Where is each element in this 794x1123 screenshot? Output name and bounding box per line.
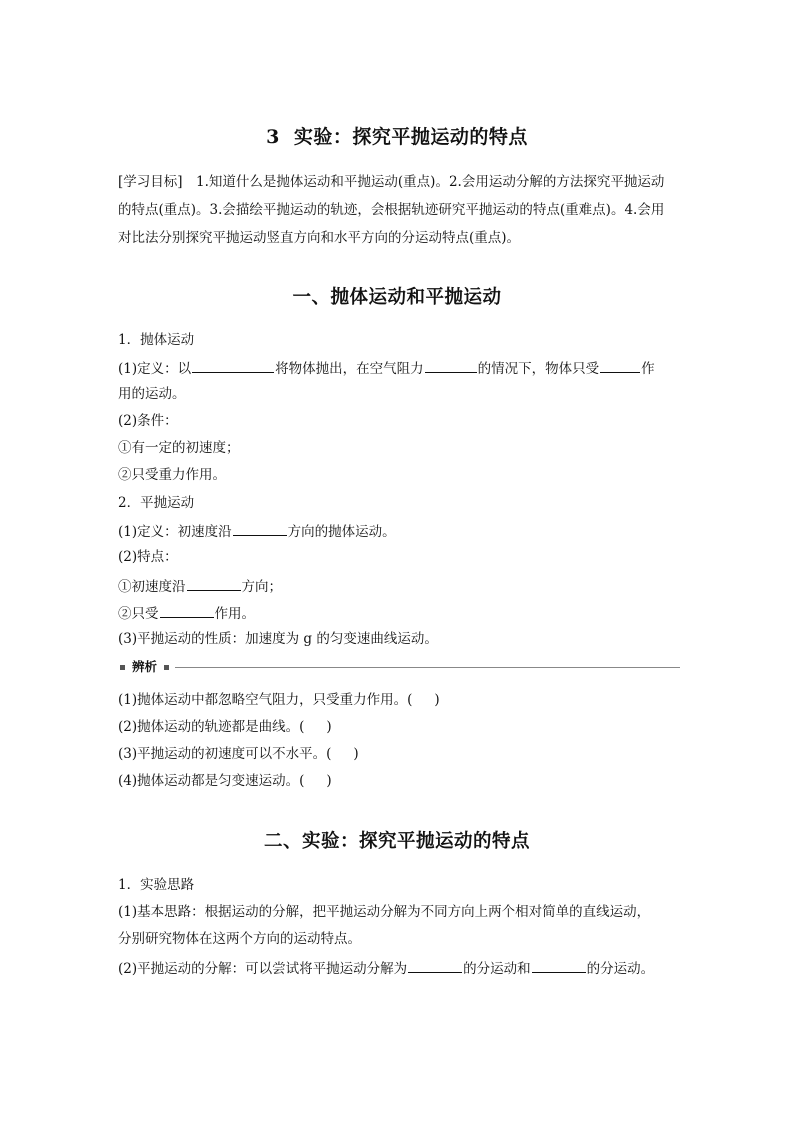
bianxi-divider — [118, 658, 680, 678]
text: (1)定义：以 — [118, 361, 192, 377]
text: 将物体抛出，在空气阻力 — [275, 361, 424, 377]
fill-blank[interactable] — [408, 958, 462, 973]
feature-2 — [118, 603, 678, 623]
fill-blank[interactable] — [187, 576, 241, 591]
text: 作用。 — [214, 606, 255, 622]
judge-item-4 — [118, 772, 678, 790]
definition-1 — [118, 358, 678, 378]
square-bullet-icon — [120, 665, 125, 670]
text: 方向的抛体运动。 — [287, 524, 396, 540]
text: 的情况下，物体只受 — [477, 361, 600, 377]
basic-idea-line-1: (1)基本思路：根据运动的分解，把平抛运动分解为不同方向上两个相对简单的直线运动， — [118, 904, 651, 920]
basic-idea-line-2: 分别研究物体在这两个方向的运动特点。 — [118, 931, 361, 947]
item-2-title: 2．平抛运动 — [118, 495, 195, 511]
experiment-item-1-title: 1．实验思路 — [118, 877, 195, 893]
objectives-line-3: 对比法分别探究平抛运动竖直方向和水平方向的分运动特点(重点)。 — [118, 230, 521, 246]
feature-1 — [118, 576, 678, 596]
judge-item-1 — [118, 691, 678, 709]
divider-line — [175, 667, 680, 668]
judge-item-3 — [118, 745, 678, 763]
text: ) — [434, 692, 440, 708]
definition-1-cont: 用的运动。 — [118, 386, 186, 402]
text: ①初速度沿 — [118, 579, 186, 595]
fill-blank[interactable] — [532, 958, 586, 973]
section-1-heading: 一、抛体运动和平抛运动 — [292, 287, 502, 308]
judge-item-2 — [118, 718, 678, 736]
nature: (3)平抛运动的性质：加速度为 g 的匀变速曲线运动。 — [118, 631, 438, 647]
text: (4)抛体运动都是匀变速运动。( — [118, 773, 305, 789]
text: ) — [326, 719, 332, 735]
text: ②只受 — [118, 606, 159, 622]
text: (1)抛体运动中都忽略空气阻力，只受重力作用。( — [118, 692, 413, 708]
decomposition — [118, 958, 678, 978]
features-label: (2)特点： — [118, 549, 178, 565]
definition-2 — [118, 521, 678, 541]
condition-2: ②只受重力作用。 — [118, 467, 226, 483]
fill-blank[interactable] — [233, 521, 287, 536]
text: 的分运动和 — [463, 961, 531, 977]
text: 方向； — [241, 579, 282, 595]
text: ) — [353, 746, 359, 762]
text: (2)平抛运动的分解：可以尝试将平抛运动分解为 — [118, 961, 408, 977]
page-title — [0, 122, 794, 149]
text: (3)平抛运动的初速度可以不水平。( — [118, 746, 332, 762]
conditions-label: (2)条件： — [118, 413, 178, 429]
title-number: 3 — [266, 126, 280, 148]
condition-1: ①有一定的初速度； — [118, 440, 240, 456]
text: 的分运动。 — [586, 961, 655, 977]
text: 作 — [641, 361, 655, 377]
fill-blank[interactable] — [425, 358, 477, 373]
item-1-title: 1．抛体运动 — [118, 332, 195, 348]
section-2-heading: 二、实验：探究平抛运动的特点 — [263, 831, 530, 852]
objectives-line-1: [学习目标] 1.知道什么是抛体运动和平抛运动(重点)。2.会用运动分解的方法探究平抛运动 — [118, 174, 665, 190]
fill-blank[interactable] — [600, 358, 640, 373]
fill-blank[interactable] — [192, 358, 274, 373]
title-text: 实验：探究平抛运动的特点 — [293, 126, 528, 148]
bianxi-label: 辨析 — [132, 659, 158, 674]
fill-blank[interactable] — [160, 603, 214, 618]
square-bullet-icon — [164, 665, 169, 670]
text: ) — [326, 773, 332, 789]
text: (1)定义：初速度沿 — [118, 524, 232, 540]
text: (2)抛体运动的轨迹都是曲线。( — [118, 719, 305, 735]
objectives-line-2: 的特点(重点)。3.会描绘平抛运动的轨迹，会根据轨迹研究平抛运动的特点(重难点)。4.会用 — [118, 202, 665, 218]
